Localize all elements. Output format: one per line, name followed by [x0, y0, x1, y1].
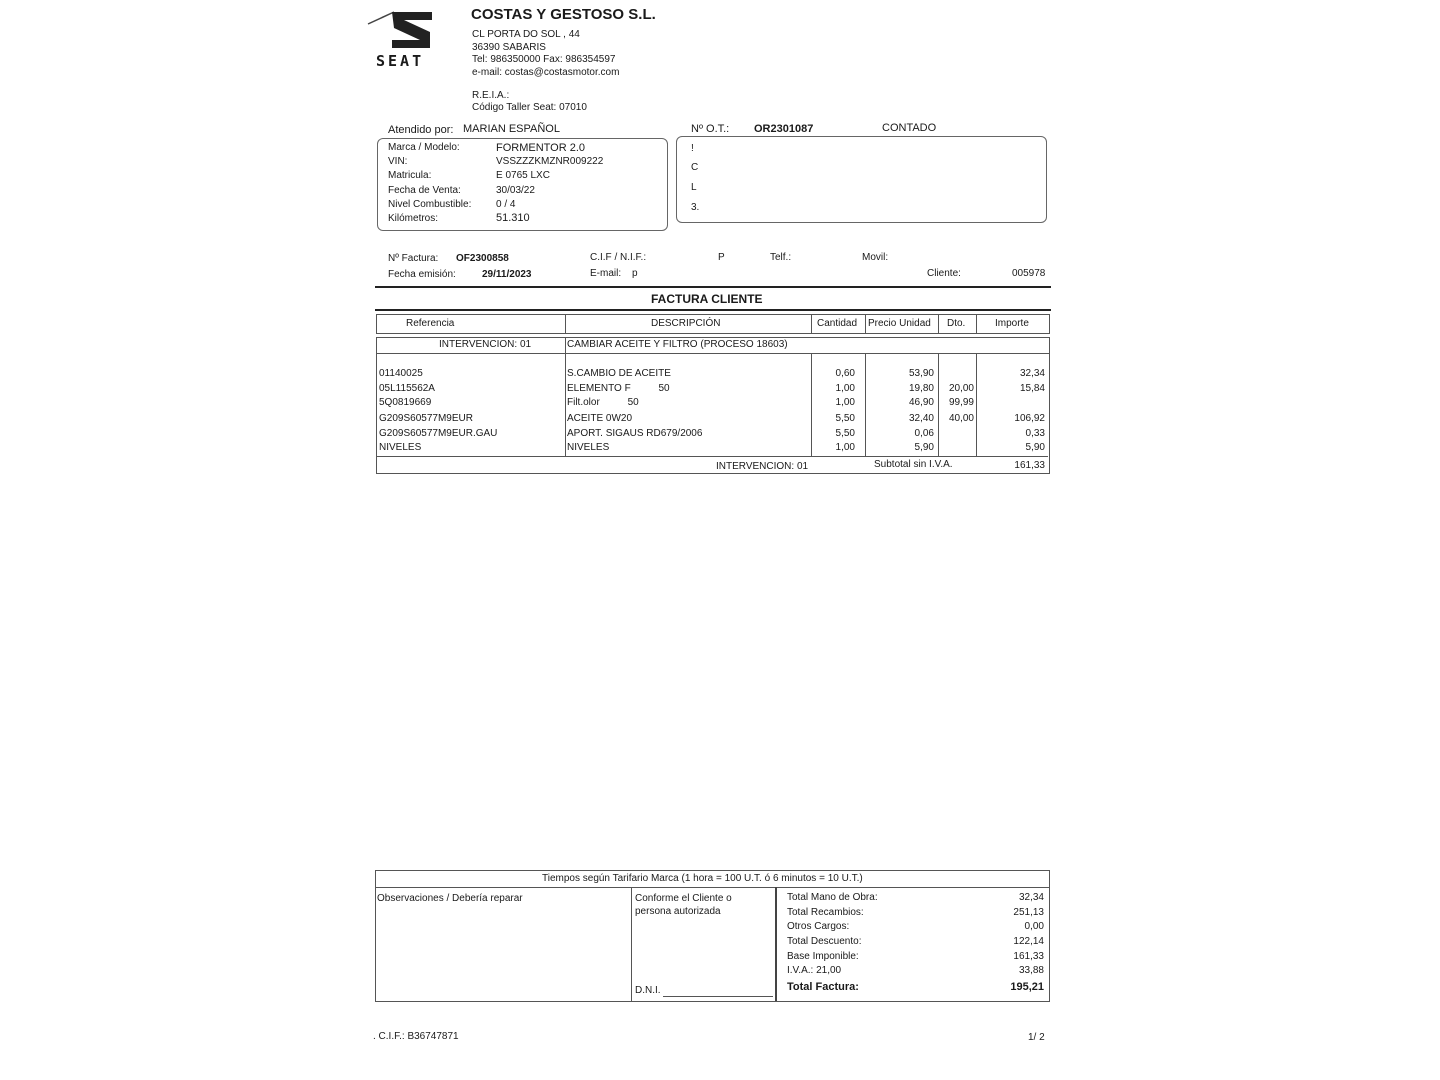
invoice-tel-label: Telf.: — [770, 252, 792, 263]
client-line-4: 3. — [691, 202, 700, 213]
row-amount: 0,33 — [1025, 428, 1045, 439]
vehicle-plate-label: Matricula: — [388, 170, 432, 181]
row-ref: 5Q0819669 — [379, 397, 432, 408]
invoice-movil-label: Movil: — [862, 252, 889, 263]
dni-label: D.N.I. — [635, 985, 661, 996]
row-ref: NIVELES — [379, 442, 422, 453]
conforme-label-1: Conforme el Cliente o — [635, 893, 732, 904]
total-labor-label: Total Mano de Obra: — [787, 892, 878, 903]
row-desc: APORT. SIGAUS RD679/2006 — [567, 428, 703, 439]
invoice-date-value: 29/11/2023 — [482, 269, 532, 280]
other-charges-value: 0,00 — [1024, 921, 1044, 932]
invoice-number-value: OF2300858 — [456, 253, 509, 264]
footer-divider — [775, 887, 777, 1001]
header-divider — [976, 314, 977, 333]
items-divider — [565, 353, 566, 456]
dni-signature-line — [663, 996, 773, 997]
company-phone: Tel: 986350000 Fax: 986354597 — [472, 54, 616, 65]
company-name: COSTAS Y GESTOSO S.L. — [471, 6, 656, 23]
company-cif: . C.I.F.: B36747871 — [373, 1031, 459, 1042]
footer-header-rule — [375, 887, 1049, 888]
row-dto: 20,00 — [948, 383, 974, 394]
col-header-dto: Dto. — [947, 318, 966, 329]
row-ref: 01140025 — [379, 368, 423, 379]
payment-method: CONTADO — [882, 122, 937, 134]
observaciones-label: Observaciones / Debería reparar — [377, 893, 523, 904]
row-price: 5,90 — [914, 442, 934, 453]
client-line-3: L — [691, 182, 697, 193]
header-divider — [811, 314, 812, 333]
company-reia: R.E.I.A.: — [472, 90, 510, 101]
row-qty: 1,00 — [835, 397, 855, 408]
row-price: 32,40 — [908, 413, 934, 424]
row-qty: 5,50 — [835, 428, 855, 439]
vehicle-km-label: Kilómetros: — [388, 213, 439, 224]
client-line-2: C — [691, 162, 699, 173]
row-price: 46,90 — [908, 397, 934, 408]
vehicle-fuel-value: 0 / 4 — [496, 199, 516, 210]
vat-label: I.V.A.: 21,00 — [787, 965, 842, 976]
attended-label: Atendido por: — [388, 124, 454, 136]
row-qty: 1,00 — [835, 442, 855, 453]
attended-value: MARIAN ESPAÑOL — [463, 123, 560, 135]
subtotal-label: Subtotal sin I.V.A. — [874, 459, 953, 470]
col-header-amount: Importe — [995, 318, 1029, 329]
row-dto: 99,99 — [948, 397, 974, 408]
tax-base-label: Base Imponible: — [787, 951, 859, 962]
row-qty: 1,00 — [835, 383, 855, 394]
vehicle-brand-value: FORMENTOR 2.0 — [496, 142, 586, 154]
row-desc: Filt.olor 50 — [567, 397, 639, 408]
total-parts-label: Total Recambios: — [787, 907, 864, 918]
header-divider — [865, 314, 866, 333]
total-parts-value: 251,13 — [1013, 907, 1044, 918]
page-number: 1/ 2 — [1028, 1032, 1045, 1043]
ot-value: OR2301087 — [754, 123, 814, 135]
row-desc: ACEITE 0W20 — [567, 413, 633, 424]
invoice-date-label: Fecha emisión: — [388, 269, 456, 280]
tax-base-value: 161,33 — [1013, 951, 1044, 962]
col-header-desc: DESCRIPCIÓN — [651, 318, 721, 329]
row-desc: ELEMENTO F 50 — [567, 383, 670, 394]
vehicle-brand-label: Marca / Modelo: — [388, 142, 460, 153]
grand-total-value: 195,21 — [1010, 981, 1044, 993]
invoice-cif-label: C.I.F / N.I.F.: — [590, 252, 647, 263]
subtotal-value: 161,33 — [1014, 460, 1045, 471]
vehicle-fuel-label: Nivel Combustible: — [388, 199, 472, 210]
intervention-description: CAMBIAR ACEITE Y FILTRO (PROCESO 18603) — [567, 339, 788, 350]
grand-total-label: Total Factura: — [787, 981, 859, 993]
row-dto: 40,00 — [948, 413, 974, 424]
items-subtotal-rule — [376, 456, 1048, 457]
row-ref: G209S60577M9EUR.GAU — [379, 428, 498, 439]
col-header-ref: Referencia — [406, 318, 455, 329]
invoice-email-value: p — [632, 268, 638, 279]
footer-box — [375, 870, 1050, 1002]
invoice-email-label: E-mail: — [590, 268, 622, 279]
total-discount-value: 122,14 — [1013, 936, 1044, 947]
vehicle-vin-value: VSSZZZKMZNR009222 — [496, 156, 604, 167]
vehicle-saledate-value: 30/03/22 — [496, 185, 535, 196]
title-top-rule — [375, 286, 1051, 288]
title-bottom-rule — [375, 309, 1051, 311]
row-desc: NIVELES — [567, 442, 610, 453]
col-header-price: Precio Unidad — [868, 318, 931, 329]
header-divider — [938, 314, 939, 333]
conforme-label-2: persona autorizada — [635, 906, 721, 917]
footer-divider — [631, 887, 632, 1001]
company-address-2: 36390 SABARIS — [472, 42, 546, 53]
intervention-divider — [565, 337, 566, 353]
header-divider — [565, 314, 566, 333]
vehicle-km-value: 51.310 — [496, 212, 530, 224]
vehicle-saledate-label: Fecha de Venta: — [388, 185, 461, 196]
other-charges-label: Otros Cargos: — [787, 921, 850, 932]
company-taller: Código Taller Seat: 07010 — [472, 102, 587, 113]
client-line-1: ! — [691, 143, 694, 154]
company-address-1: CL PORTA DO SOL , 44 — [472, 29, 580, 40]
invoice-client-value: 005978 — [1012, 268, 1046, 279]
seat-logo — [366, 6, 456, 70]
total-labor-value: 32,34 — [1018, 892, 1044, 903]
seat-wordmark: SEAT — [376, 52, 425, 70]
row-ref: 05L115562A — [379, 383, 435, 394]
ot-label: Nº O.T.: — [691, 123, 730, 135]
row-qty: 5,50 — [835, 413, 855, 424]
row-desc: S.CAMBIO DE ACEITE — [567, 368, 671, 379]
row-price: 0,06 — [914, 428, 934, 439]
vehicle-plate-value: E 0765 LXC — [496, 170, 550, 181]
row-amount: 32,34 — [1019, 368, 1045, 379]
company-email: e-mail: costas@costasmotor.com — [472, 67, 620, 78]
row-amount: 106,92 — [1014, 413, 1045, 424]
invoice-client-label: Cliente: — [927, 268, 961, 279]
client-info-box — [676, 136, 1047, 223]
row-amount: 15,84 — [1019, 383, 1045, 394]
row-qty: 0,60 — [835, 368, 855, 379]
invoice-title: FACTURA CLIENTE — [651, 292, 763, 306]
intervention-label: INTERVENCION: 01 — [439, 339, 532, 350]
invoice-number-label: Nº Factura: — [388, 253, 439, 264]
vehicle-vin-label: VIN: — [388, 156, 408, 167]
intervention-footer-label: INTERVENCION: 01 — [716, 461, 809, 472]
row-price: 53,90 — [908, 368, 934, 379]
vat-value: 33,88 — [1018, 965, 1044, 976]
tiempos-note: Tiempos según Tarifario Marca (1 hora = 100 U.T. ó 6 minutos = 10 U.T.) — [542, 873, 863, 884]
seat-emblem-icon — [366, 6, 456, 54]
row-ref: G209S60577M9EUR — [379, 413, 473, 424]
row-amount: 5,90 — [1025, 442, 1045, 453]
row-price: 19,80 — [908, 383, 934, 394]
invoice-cif-value: P — [718, 252, 725, 263]
col-header-qty: Cantidad — [817, 318, 858, 329]
total-discount-label: Total Descuento: — [787, 936, 862, 947]
